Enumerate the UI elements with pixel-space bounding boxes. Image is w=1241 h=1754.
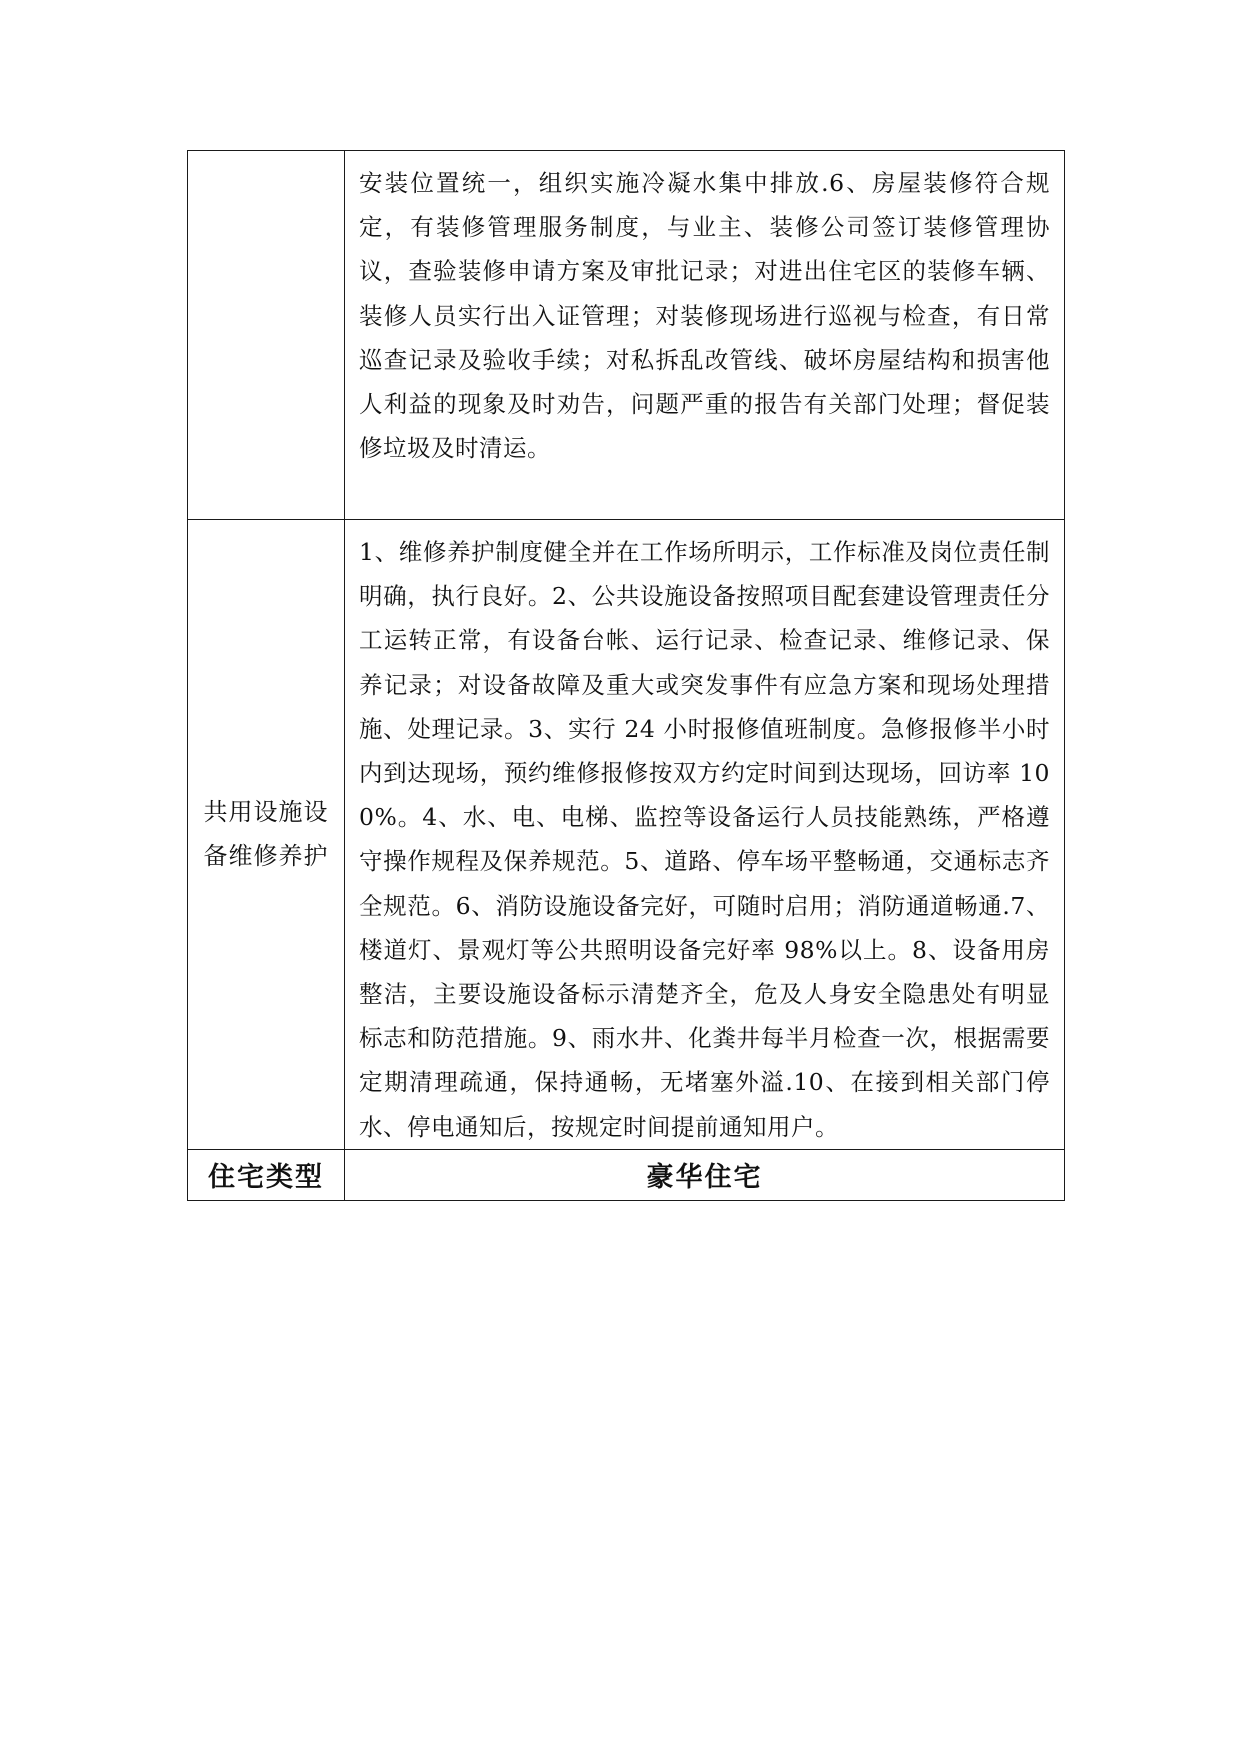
row-content-cell	[345, 520, 1065, 1150]
housing-type-value: 豪华住宅	[345, 1149, 1065, 1200]
row-label: 共用设施设备维修养护	[203, 798, 329, 871]
table-row	[188, 151, 1065, 520]
standards-table	[187, 150, 1065, 1201]
row-label-cell	[188, 151, 345, 520]
table-header-row	[188, 1149, 1065, 1200]
table-row	[188, 520, 1065, 1150]
row-content-cell	[345, 151, 1065, 520]
row-content: 安装位置统一，组织实施冷凝水集中排放.6、房屋装修符合规定，有装修管理服务制度，与业主、装修公司签订装修管理协议，查验装修申请方案及审批记录；对进出住宅区的装修车辆、装修人员实行出入证管理；对装修现场进行巡视与检查，有日常巡查记录及验收手续；对私拆乱改管线、破坏房屋结构和损害他人利益的现象及时劝告，问题严重的报告有关部门处理；督促装修垃圾及时清运。	[359, 169, 1050, 463]
row-label-cell	[188, 520, 345, 1150]
housing-type-label: 住宅类型	[188, 1149, 345, 1200]
row-content: 1、维修养护制度健全并在工作场所明示，工作标准及岗位责任制明确，执行良好。2、公共设施设备按照项目配套建设管理责任分工运转正常，有设备台帐、运行记录、检查记录、维修记录、保养记录；对设备故障及重大或突发事件有应急方案和现场处理措施、处理记录。3、实行 24 小时报修值班制度。急修报修半小时内到达现场，预约维修报修按双方约定时间到达现场，回访率 100%。4、水、电、电梯、监控等设备运行人员技能熟练，严格遵守操作规程及保养规范。5、道路、停车场平整畅通，交通标志齐全规范。6、消防设施设备完好，可随时启用；消防通道畅通.7、楼道灯、景观灯等公共照明设备完好率 98%以上。8、设备用房整洁，主要设施设备标示清楚齐全，危及人身安全隐患处有明显标志和防范措施。9、雨水井、化粪井每半月检查一次，根据需要定期清理疏通，保持通畅，无堵塞外溢.10、在接到相关部门停水、停电通知后，按规定时间提前通知用户。	[359, 538, 1050, 1141]
